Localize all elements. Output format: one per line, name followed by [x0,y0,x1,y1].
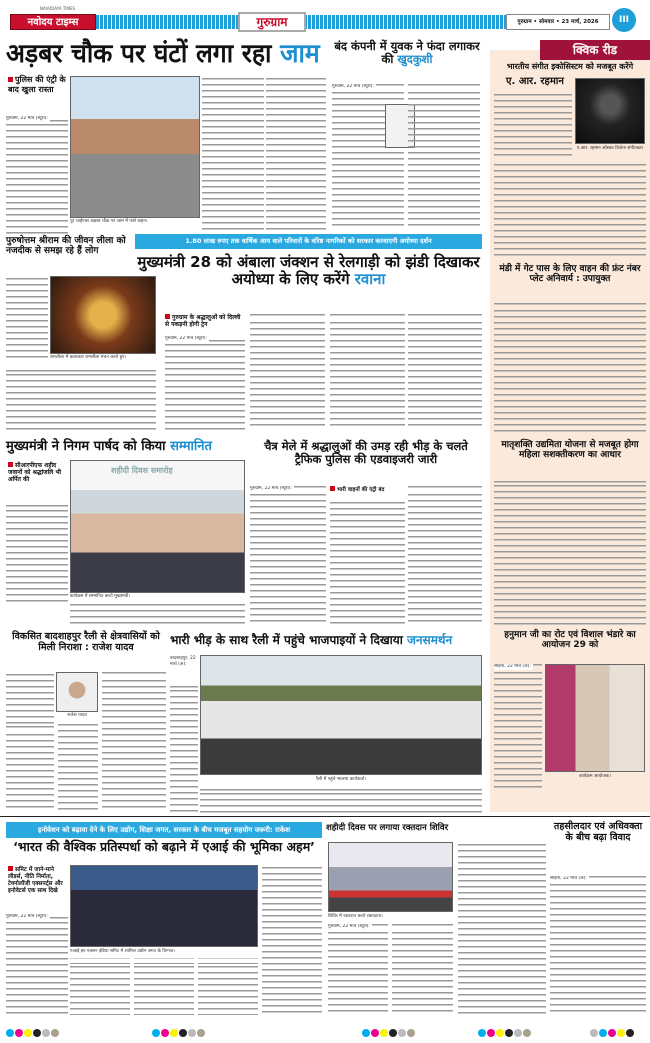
honour-headline-text: मुख्यमंत्री ने निगम पार्षद को किया [6,439,166,454]
ai-body-4 [198,958,258,1015]
honour-body [6,502,68,603]
lead-body-2 [202,76,264,232]
section-divider [0,816,650,817]
honour-subhead: सीआरपीएफ शहीद जवानों को श्रद्धांजलि भी अर्पित की [8,462,70,484]
lead-dateline: गुरुग्राम, 22 मार्च (ब्यूरो): [6,116,48,121]
honour-headline [6,440,251,455]
lead-body-3 [266,76,326,232]
color-registration-marks-2 [152,1022,206,1041]
hanuman-body [494,664,542,792]
ayodhya-headline [135,254,482,289]
page-number: III [612,8,636,32]
lead-headline [6,40,320,70]
blood-headline: शहीदी दिवस पर लगाया रक्तदान शिविर [326,823,449,833]
tehsildar-body-2 [458,842,546,1016]
mandi-body [494,302,646,435]
ai-caption: एआई इन एक्शन इंडिया समिट में शामिल उद्योग जगत के दिग्गज। [70,949,258,955]
ai-headline: ‘भारत की वैश्विक प्रतिस्पर्धा को बढ़ाने में एआई की भूमिका अहम’ [13,839,315,854]
blood-dateline: गुरुग्राम, 22 मार्च (ब्यूरो): [328,924,370,929]
badshahpur-headline: विकसित बादशाहपुर रैली से क्षेत्रवासियों को मिली निराशा : राजेश यादव [12,631,160,653]
mandi-headline: मंडी में गेट पास के लिए वाहन की फ्रंट नंबर प्लेट अनिवार्य : उपायुक्त [499,264,641,285]
ayodhya-banner [135,234,482,249]
section-title: गुरुग्राम [238,12,306,32]
honour-body-2 [70,602,245,626]
ai-body-3 [134,958,194,1015]
badshahpur-body-4 [102,672,166,812]
matrishakti-body [494,477,646,625]
chaitra-dateline: गुरुग्राम, 22 मार्च (ब्यूरो): [250,486,292,491]
suicide-headline-text: बंद कंपनी में युवक ने फंदा लगाकर की [334,39,480,67]
rally-headline [170,634,482,648]
ayodhya-dateline: गुरुग्राम, 22 मार्च (ब्यूरो): [165,336,207,341]
chaitra-subhead: भारी वाहनों की एंट्री बंद [330,486,405,494]
blood-body [328,924,388,1016]
hanuman-photo [545,664,645,772]
lead-subhead: पुलिस की एंट्री के बाद खुला रास्ता [8,75,68,94]
suicide-dateline: गुरुग्राम, 22 मार्च (ब्यूरो): [332,84,374,89]
rally-dateline: बादशाहपुर, 22 मार्च (अ): [170,656,198,667]
rally-caption: रैली में पहुंचे भाजपा कार्यकर्ता। [200,777,482,783]
ramleela-body [6,276,48,360]
color-registration-marks-3 [362,1022,416,1041]
ai-body-5 [262,865,322,1015]
ramleela-body-2 [6,366,156,430]
honour-headline-accent: सम्मानित [170,439,212,454]
rally-headline-accent: जनसमर्थन [407,633,453,647]
ayodhya-banner-text: 1.80 लाख रुपए तक वार्षिक आय वाले परिवारों के वरिष्ठ नागरिकों को सरकार करवाएगी अयोध्या दर्शन [185,237,432,245]
tehsildar-headline: तहसीलदार एवं अधिवक्ता के बीच बढ़ा विवाद [553,821,643,843]
lead-caption: पुर चाईपास अड़बर चौक पर जाम में फंसे वाहन। [70,219,200,225]
ayodhya-headline-accent: रवाना [354,270,386,289]
chaitra-body-3 [408,486,482,626]
rahman-body [494,92,572,158]
honour-photo [70,460,245,593]
tehsildar-body [550,876,646,1016]
lead-headline-accent: जाम [280,39,320,69]
rally-photo [200,655,482,775]
ai-subhead: समिट में जाने-माने लीडर्स, नीति निर्माता, टेक्नोलॉजी एक्सपर्ट्स और इनोवेटर्स एक साथ दिखे [8,866,70,895]
chaitra-body [250,486,326,626]
lead-photo [70,76,200,218]
tehsildar-dateline: सोहना, 22 मार्च (अ): [550,876,587,881]
badshahpur-body [6,672,54,726]
badshahpur-body-3 [58,722,98,812]
ayodhya-subhead: गुरुग्राम के श्रद्धालुओं को दिल्ली से पकड़नी होगी ट्रेन [165,314,245,328]
badshahpur-body-2 [6,726,54,812]
ai-body-2 [70,958,130,1015]
color-registration-marks [6,1022,60,1041]
blood-caption: शिविर में रक्तदान करते रक्तदाता। [328,914,453,920]
lead-body [6,116,68,234]
rahman-photo [575,78,645,144]
issue-date: गुरुग्राम • सोमवार • 23 मार्च, 2026 [506,14,610,30]
rally-body-2 [200,785,482,813]
hanuman-headline: हनुमान जी का रोट एवं विशाल भंडारे का आयोजन 29 को [504,630,636,651]
rahman-name: ए. आर. रहमान [506,76,564,87]
honour-caption: कार्यक्रम में सम्मानित करते मुख्यमंत्री। [70,594,245,600]
rajesh-yadav-photo [56,672,98,712]
ayodhya-body-4 [408,314,482,430]
hanuman-dateline: सोहना, 22 मार्च (अ): [494,664,531,669]
rahman-caption: ए.आर. रहमान ऑस्कर विजेता संगीतकार [576,146,644,151]
ai-banner [6,822,322,838]
ayodhya-body-3 [330,314,405,430]
color-registration-marks-4 [478,1022,532,1041]
ayodhya-headline-text: मुख्यमंत्री 28 को अंबाला जंक्शन से रेलगाड़ी को झंडी दिखाकर अयोध्या के लिए करेंगे [137,253,480,289]
chaitra-body-2 [330,500,405,626]
hanuman-caption: कार्यक्रम आयोजक। [579,774,611,779]
suicide-headline-accent: खुदकुशी [397,52,433,67]
chaitra-headline: चैत्र मेले में श्रद्धालुओं की उमड़ रही भीड़ के चलते ट्रैफिक पुलिस की एडवाइजरी जारी [264,439,468,467]
rahman-headline: भारतीय संगीत इकोसिस्टम को मजबूत करेंगे [506,62,634,71]
ramleela-headline: पुरुषोत्तम श्रीराम की जीवन लीला को नजदीक से समझ रहे हैं लोग [6,236,126,257]
ai-banner-text: इनोवेशन को बढ़ावा देने के लिए उद्योग, शिक्षा जगत, सरकार के बीच मजबूत सहयोग जरूरी: राकेश [38,826,290,834]
ayodhya-body [165,336,245,430]
matrishakti-headline: मातृशक्ति उद्यमिता योजना से मजबूत होगा महिला सशक्तीकरण का आधार [501,440,639,461]
lead-headline-text: अड़बर चौक पर घंटों लगा रहा [6,39,272,69]
blood-photo [328,842,453,912]
rally-headline-text: भारी भीड़ के साथ रैली में पहुंचे भाजपाइयों ने दिखाया [170,633,403,647]
photo-banner-text: शहीदी दिवस समारोह [111,466,173,475]
ai-dateline: गुरुग्राम, 22 मार्च (ब्यूरो): [6,914,48,919]
newspaper-logo: नवोदय टाइम्स [10,14,96,30]
suicide-body-2 [408,84,480,230]
ramleela-caption: रामलीला में कलाकार रामलीला मंचन करते हुए। [50,355,156,361]
rahman-body-2 [494,162,646,258]
blood-body-2 [392,924,453,1016]
quick-read-label: क्विक रीड [540,40,650,60]
ayodhya-body-2 [250,314,325,430]
ai-summit-photo [70,865,258,947]
rally-body [170,682,198,812]
suicide-headline [332,40,482,66]
color-registration-marks-5 [590,1022,635,1041]
badshahpur-caption: राजेश यादव [56,713,98,719]
ai-body [6,914,68,1015]
masthead-small-logo: NAVODAYA TIMES [40,6,76,11]
